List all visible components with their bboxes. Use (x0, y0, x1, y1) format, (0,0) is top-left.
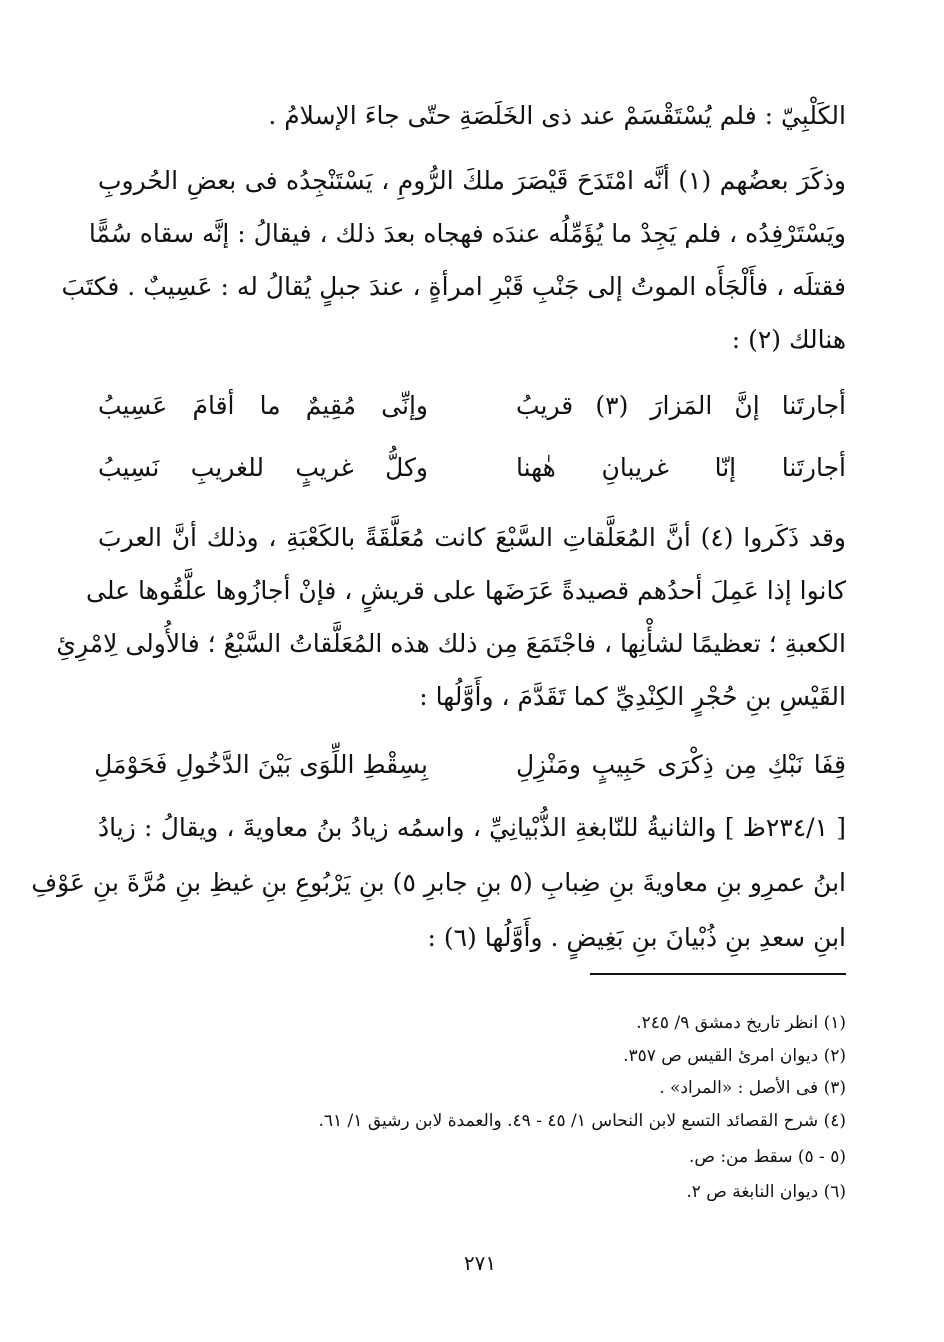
body-line-2: وذكَرَ بعضُهم (١) أنَّه امْتَدَحَ قَيْصَرَ ملكَ الرُّومِ ، يَسْتَنْجِدُه فى بعضِ الحُروبِ (98, 166, 846, 195)
page-number: ٢٧١ (463, 1251, 497, 1275)
body-line-12: ابنِ سعدِ بنِ ذُبْيانَ بنِ بَغِيضٍ . وأَوَّلُها (٦) : (427, 923, 846, 952)
footnote-separator (590, 973, 846, 975)
body-line-10: [ ٢٣٤/١ظ ] والثانيةُ للنّابغةِ الذُّبْيانِيِّ ، واسمُه زيادُ بنُ معاويةَ ، ويقالُ : زيادُ (98, 813, 847, 842)
verse-1-second-hemistich: وإنِّى مُقِيمٌ ما أقامَ عَسِيبُ (98, 391, 428, 420)
verse-3-second-hemistich: بِسِقْطِ اللِّوَى بَيْنَ الدَّخُولِ فَحَوْمَلِ (94, 750, 428, 779)
footnote-3: (٣) فى الأصل : «المراد» . (659, 1078, 846, 1098)
footnote-1: (١) انظر تاريخ دمشق ٩/ ٢٤٥. (636, 1013, 846, 1033)
verse-3 (94, 743, 846, 787)
body-line-6: وقد ذَكَروا (٤) أنَّ المُعَلَّقاتِ السَّبْعَ كانت مُعَلَّقَةً بالكَعْبَةِ ، وذلك أنَّ العربَ (98, 523, 847, 552)
body-line-3: ويَسْتَرْفِدُه ، فلم يَجِدْ ما يُؤَمِّلُه عندَه فهجاه بعدَ ذلك ، فيقالُ : إنَّه سقاه سُمًّا (88, 219, 846, 248)
body-line-7: كانوا إذا عَمِلَ أحدُهم قصيدةً عَرَضَها على قريشٍ ، فإنْ أجازُوها علَّقُوها على (86, 576, 846, 605)
body-line-5: هنالك (٢) : (731, 325, 846, 354)
verse-1-first-hemistich: أجارتَنا إنَّ المَزارَ (٣) قريبُ (516, 391, 847, 420)
body-line-8: الكعبةِ ؛ تعظيمًا لشأْنِها ، فاجْتَمَعَ مِن ذلك هذه المُعَلَّقاتُ السَّبْعُ ؛ فالأُولى لِامْرِئِ (56, 629, 846, 658)
verse-1 (98, 384, 846, 428)
verse-2-first-hemistich: أجارتَنا إنّا غريبانِ هٰهنا (516, 453, 846, 482)
body-line-11: ابنُ عمرِو بنِ معاويةَ بنِ ضِبابِ (٥ بنِ جابرِ ٥) بنِ يَرْبُوعِ بنِ غيظِ بنِ مُرَّةَ بنِ عَوْفِ (31, 868, 846, 897)
body-line-1: الكَلْبِيّ : فلم يُسْتَقْسَمْ عند ذى الخَلَصَةِ حتّى جاءَ الإسلامُ . (268, 101, 846, 130)
verse-2 (98, 446, 846, 490)
body-line-9: القَيْسِ بنِ حُجْرٍ الكِنْدِيِّ كما تَقَدَّمَ ، وأَوَّلُها : (419, 682, 846, 711)
footnote-2: (٢) ديوان امرئ القيس ص ٣٥٧. (623, 1046, 846, 1066)
footnote-5: (٥ - ٥) سقط من: ص. (688, 1147, 846, 1167)
footnote-4: (٤) شرح القصائد التسع لابن النحاس ١/ ٤٥ - ٤٩. والعمدة لابن رشيق ١/ ٦١. (318, 1111, 846, 1131)
footnote-6: (٦) ديوان النابغة ص ٢. (686, 1182, 846, 1202)
verse-2-second-hemistich: وكلُّ غريبٍ للغريبِ نَسِيبُ (98, 453, 428, 482)
body-line-4: فقتلَه ، فأَلْجَأَه الموتُ إلى جَنْبِ قَبْرِ امرأةٍ ، عندَ جبلٍ يُقالُ له : عَسِيبٌ . فكتَبَ (61, 272, 846, 301)
verse-3-first-hemistich: قِفَا نَبْكِ مِن ذِكْرَى حَبِيبٍ ومَنْزِلِ (516, 750, 846, 779)
